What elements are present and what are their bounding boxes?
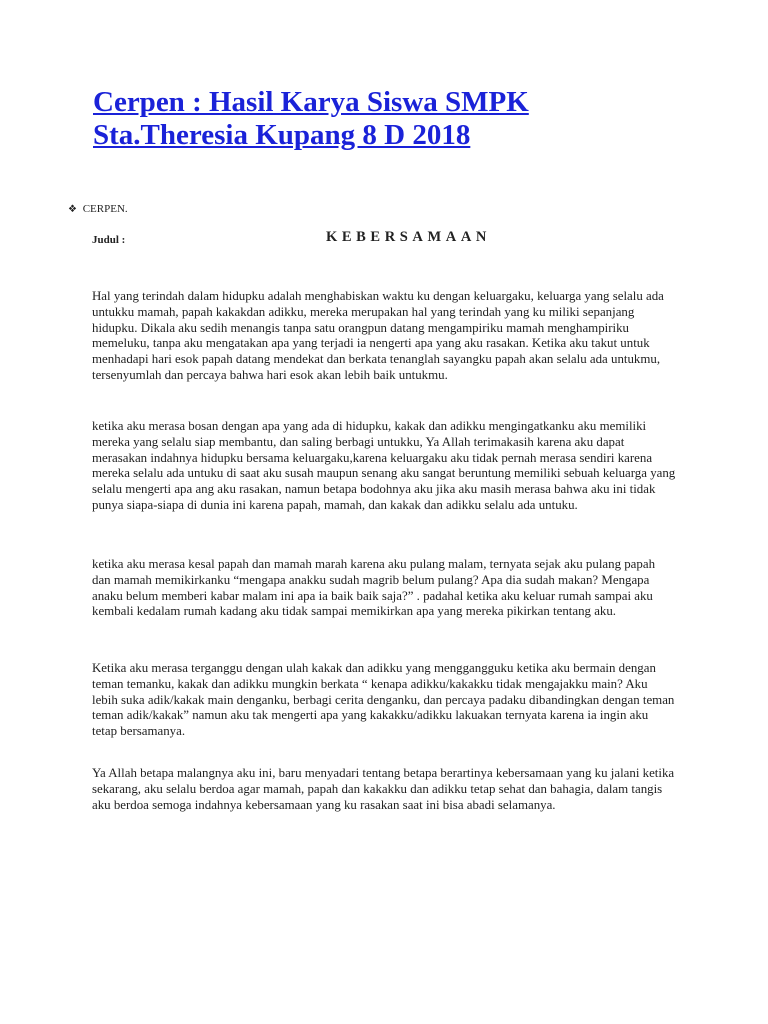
diamond-bullet-icon: ❖ [68,204,77,215]
section-label: CERPEN. [82,203,128,215]
document-title-link[interactable]: Cerpen : Hasil Karya Siswa SMPK Sta.Theresia Kupang 8 D 2018 [93,86,529,151]
section-heading [68,202,128,217]
story-paragraph-5: Ya Allah betapa malangnya aku ini, baru menyadari tentang betapa berartinya kebersamaan yang ku jalani ketika sekarang, aku selalu berdoa agar mamah, papah dan kakakku dan adikku tetap sehat dan bahagia, dalam tangis aku berdoa semoga indahnya kebersamaan yang ku rasakan saat ini bisa abadi selamanya. [92,766,675,812]
story-paragraph-1: Hal yang terindah dalam hidupku adalah menghabiskan waktu ku dengan keluargaku, keluarga yang selalu ada untukku mamah, papah kakakdan adikku, mereka merupakan hal yang terindah yang ku miliki sepanjang hidupku. Dikala aku sedih menangis tanpa satu orangpun datang mengampiriku mamah menghampiriku memeluku, tanpa aku mengatakan apa yang terjadi ia nengerti apa yang aku rasakan. Ketika aku takut untuk menhadapi hari esok papah datang mendekat dan berkata tenanglah sayangku papah akan selalu ada untukmu, tersenyumlah dan percaya bahwa hari esok akan lebih baik untukmu. [92,289,664,382]
story-title: KEBERSAMAAN [326,229,491,245]
story-paragraph-3: ketika aku merasa kesal papah dan mamah marah karena aku pulang malam, ternyata sejak aku pulang papah dan mamah memikirkanku “mengapa anakku sudah magrib belum pulang? Apa dia sudah makan? Mengapa anaku belum memberi kabar malam ini apa ia baik baik saja?” . padahal ketika aku keluar rumah sampai aku kembali kedalam rumah kadang aku tidak sampai memikirkan apa yang mereka pikirkan tentang aku. [92,557,656,619]
story-paragraph-4: Ketika aku merasa terganggu dengan ulah kakak dan adikku yang menggangguku ketika aku bermain dengan teman temanku, kakak dan adikku mungkin berkata “ kenapa adikku/kakakku tidak mengajakku main? Aku lebih suka adik/kakak main denganku, berbagi cerita denganku, dan percaya padaku dibandingkan dengan teman teman adik/kakak” namun aku tak mengerti apa yang kakakku/adikku lakuakan ternyata karena ia ingin aku tetap bersamanya. [92,661,675,739]
judul-label: Judul : [92,234,126,246]
story-paragraph-2: ketika aku merasa bosan dengan apa yang ada di hidupku, kakak dan adikku mengingatkanku aku memiliki mereka yang selalu siap membantu, dan saling berbagi untukku, Ya Allah terimakasih karena aku dapat merasakan indahnya hidupku bersama keluargaku,karena keluargaku aku tidak pernah merasa sendiri karena mereka selalu ada untuku di saat aku susah maupun senang aku sangat beruntung memiliki sebuah keluarga yang selalu mengerti apa ang aku rasakan, namun betapa bodohnya aku jika aku masih merasa bahwa aku ini tidak punya siapa-siapa di dunia ini karena papah, mamah, dan kakak dan adikku selalu ada untuku. [92,419,676,512]
